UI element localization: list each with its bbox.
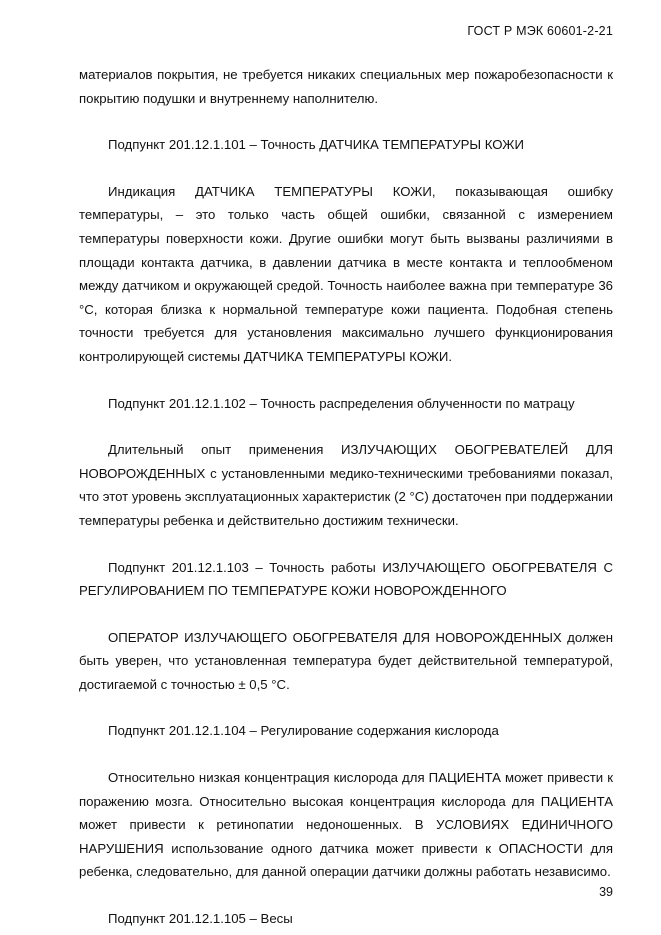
subclause-heading-101: Подпункт 201.12.1.101 – Точность ДАТЧИКА ТЕМПЕРАТУРЫ КОЖИ xyxy=(108,137,524,153)
standard-header: ГОСТ Р МЭК 60601-2-21 xyxy=(467,24,613,38)
paragraph-continuation: материалов покрытия, не требуется никаких специальных мер пожаробезопасности к покрытию подушки и внутреннему наполнителю. xyxy=(79,67,613,106)
page-number: 39 xyxy=(599,885,613,899)
document-body xyxy=(79,63,613,931)
paragraph-skin-sensor-accuracy: Индикация ДАТЧИКА ТЕМПЕРАТУРЫ КОЖИ, показывающая ошибку температуры, – это только часть общей ошибки, связанной с измерением температуры поверхности кожи. Другие ошибки могут быть вызваны различиями в площади контакта датчика, в давлении датчика в месте контакта и теплообменом между датчиком и окружающей средой. Точность наиболее важна при температуре 36 °С, которая близка к нормальной температуре кожи пациента. Подобная степень точности требуется для установления максимально лучшего функционирования контролирующей системы ДАТЧИКА ТЕМПЕРАТУРЫ КОЖИ. xyxy=(79,183,613,364)
paragraph-operator-accuracy: ОПЕРАТОР ИЗЛУЧАЮЩЕГО ОБОГРЕВАТЕЛЯ ДЛЯ НОВОРОЖДЕННЫХ должен быть уверен, что установленная температура будет действительной температурой, достигаемой с точностью ± 0,5 °С. xyxy=(79,629,613,692)
subclause-heading-105: Подпункт 201.12.1.105 – Весы xyxy=(108,911,293,927)
subclause-heading-102: Подпункт 201.12.1.102 – Точность распределения облученности по матрацу xyxy=(108,395,575,411)
paragraph-oxygen-control: Относительно низкая концентрация кислорода для ПАЦИЕНТА может привести к поражению мозга. Относительно высокая концентрация кислорода для ПАЦИЕНТА может привести к ретинопатии недоношенных. В УСЛОВИЯХ ЕДИНИЧНОГО НАРУШЕНИЯ использование одного датчика может привести к ОПАСНОСТИ для ребенка, следовательно, для данной операции датчики должны работать независимо. xyxy=(79,770,613,880)
paragraph-irradiance-distribution: Длительный опыт применения ИЗЛУЧАЮЩИХ ОБОГРЕВАТЕЛЕЙ ДЛЯ НОВОРОЖДЕННЫХ с установленными медико-техническими требованиями показал, что этот уровень эксплуатационных характеристик (2 °С) достаточен при поддержании температуры ребенка и действительно достижим технически. xyxy=(79,442,613,528)
subclause-heading-104: Подпункт 201.12.1.104 – Регулирование содержания кислорода xyxy=(108,723,499,739)
subclause-heading-103: Подпункт 201.12.1.103 – Точность работы ИЗЛУЧАЮЩЕГО ОБОГРЕВАТЕЛЯ С РЕГУЛИРОВАНИЕМ ПО ТЕМПЕРАТУРЕ КОЖИ НОВОРОЖДЕННОГО xyxy=(79,559,613,599)
